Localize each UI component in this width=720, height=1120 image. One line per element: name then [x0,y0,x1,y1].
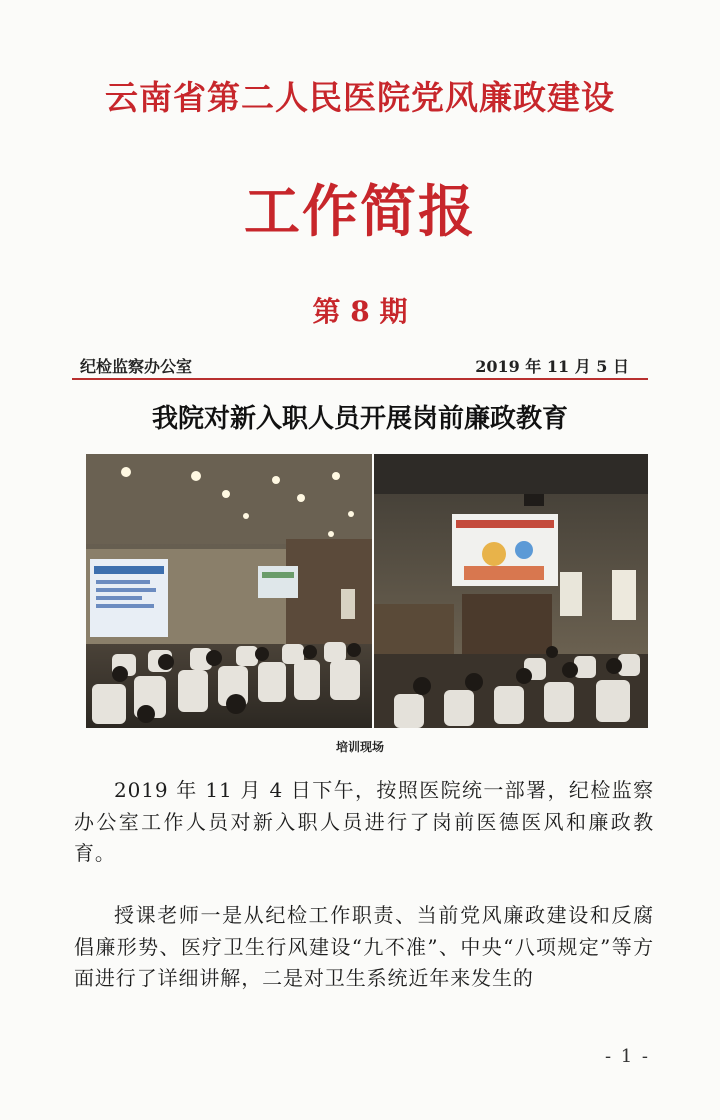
bulletin-header-title: 云南省第二人民医院党风廉政建设 [105,78,615,117]
issue-date: 2019 年 11 月 5 日 [475,357,629,376]
header-divider [72,378,648,380]
bulletin-subtitle: 工作简报 [244,179,476,245]
article-paragraph-2: 授课老师一是从纪检工作职责、当前党风廉政建设和反腐倡廉形势、医疗卫生行风建设“九不准”、中央“八项规定”等方面进行了详细讲解，二是对卫生系统近年来发生的 [74,903,654,990]
article-paragraph-1: 2019 年 11 月 4 日下午，按照医院统一部署，纪检监察办公室工作人员对新入职人员进行了岗前医德医风和廉政教育。 [74,778,654,865]
issuing-office: 纪检监察办公室 [80,357,193,376]
issue-number: 第 8 期 [312,295,408,328]
article-title: 我院对新入职人员开展岗前廉政教育 [151,404,568,434]
meta-row [80,354,647,378]
training-photo-left [86,454,372,728]
photo-caption: 培训现场 [335,740,384,754]
training-photo-right [374,454,648,728]
page-number: - 1 - [604,1046,650,1067]
